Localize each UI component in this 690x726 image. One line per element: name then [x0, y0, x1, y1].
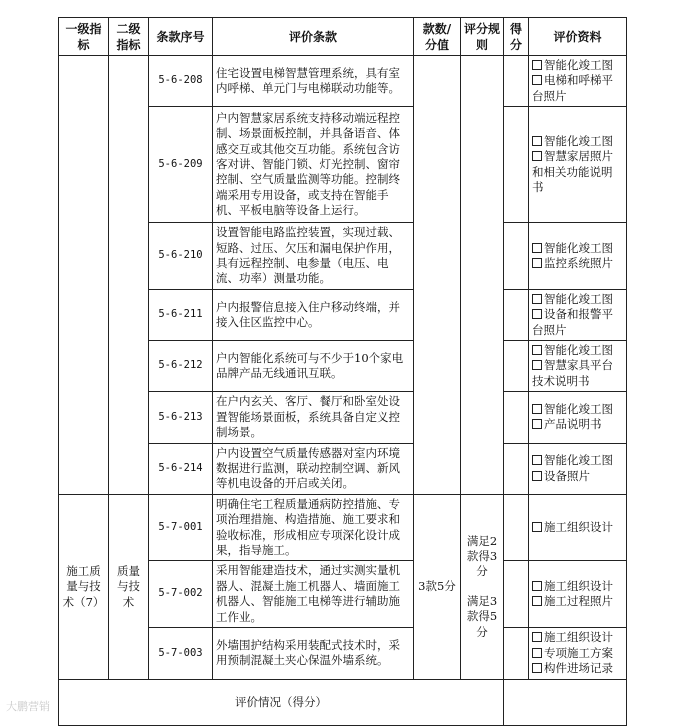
material-label: 施工过程照片 [544, 594, 613, 609]
footer-row [59, 679, 627, 725]
material-item [532, 417, 623, 432]
material-label: 施工组织设计 [544, 519, 613, 534]
material-item [532, 646, 623, 661]
score-cell [504, 223, 529, 290]
checkbox-icon[interactable] [532, 632, 542, 642]
checkbox-icon[interactable] [532, 648, 542, 658]
evaluation-table [58, 17, 627, 726]
material-item [532, 579, 623, 594]
material-label: 智能化竣工图 [544, 401, 613, 416]
checkbox-icon[interactable] [532, 455, 542, 465]
count-cell-empty [414, 56, 461, 495]
material-cell [529, 289, 627, 340]
material-item [532, 73, 623, 104]
l2-cell-empty [109, 56, 149, 495]
clause-text: 明确住宅工程质量通病防控措施、专项治理措施、构造措施、施工要求和验收标准，形成相应专项深化设计成果，指导施工。 [213, 494, 414, 561]
rule-cell-empty [461, 56, 504, 495]
material-label: 产品说明书 [544, 417, 602, 432]
score-cell [504, 56, 529, 107]
material-cell [529, 223, 627, 290]
score-cell [504, 289, 529, 340]
clause-code: 5-7-003 [149, 627, 213, 679]
header-code: 条款序号 [149, 18, 213, 56]
score-cell [504, 107, 529, 223]
score-cell [504, 494, 529, 561]
clause-code: 5-6-208 [149, 56, 213, 107]
material-label: 智能化竣工图 [544, 58, 613, 72]
material-label: 专项施工方案 [544, 645, 613, 660]
checkbox-icon[interactable] [532, 522, 542, 532]
clause-code: 5-6-210 [149, 223, 213, 290]
material-item [532, 292, 623, 307]
material-cell [529, 494, 627, 561]
material-item [532, 594, 623, 609]
material-label: 智能化竣工图 [544, 291, 613, 306]
l1-cell-empty [59, 56, 109, 495]
material-label: 智能化竣工图 [544, 343, 613, 358]
clause-code: 5-6-209 [149, 107, 213, 223]
material-cell [529, 107, 627, 223]
material-item [532, 58, 623, 73]
clause-text: 设置智能电路监控装置，实现过载、短路、过压、欠压和漏电保护作用，具有远程控制、电参量（电压、电流、功率）测量功能。 [213, 223, 414, 290]
checkbox-icon[interactable] [532, 404, 542, 414]
score-cell [504, 341, 529, 392]
clause-text: 住宅设置电梯智慧管理系统，具有室内呼梯、单元门与电梯联动功能等。 [213, 56, 414, 107]
score-cell [504, 392, 529, 443]
material-item [532, 307, 623, 338]
material-cell [529, 561, 627, 628]
header-rule: 评分规则 [461, 18, 504, 56]
material-cell [529, 627, 627, 679]
checkbox-icon[interactable] [532, 294, 542, 304]
checkbox-icon[interactable] [532, 136, 542, 146]
material-cell [529, 56, 627, 107]
material-cell [529, 443, 627, 494]
rule-line-2: 满足3款得5分 [466, 593, 498, 639]
material-label: 智能化竣工图 [544, 240, 613, 255]
checkbox-icon[interactable] [532, 151, 542, 161]
checkbox-icon[interactable] [532, 596, 542, 606]
material-item [532, 520, 623, 535]
table-row [59, 494, 627, 561]
material-label: 监控系统照片 [544, 256, 613, 271]
material-label: 智能化竣工图 [544, 453, 613, 468]
footer-score [504, 679, 627, 725]
material-cell [529, 392, 627, 443]
score-cell [504, 627, 529, 679]
header-count: 款数/分值 [414, 18, 461, 56]
clause-code: 5-6-211 [149, 289, 213, 340]
score-cell [504, 561, 529, 628]
header-clause: 评价条款 [213, 18, 414, 56]
checkbox-icon[interactable] [532, 471, 542, 481]
material-item [532, 402, 623, 417]
checkbox-icon[interactable] [532, 75, 542, 85]
material-label: 施工组织设计 [544, 578, 613, 593]
clause-code: 5-7-001 [149, 494, 213, 561]
clause-code: 5-6-213 [149, 392, 213, 443]
material-label: 智慧家具平台技术说明书 [532, 358, 613, 388]
material-label: 智慧家居照片和相关功能说明书 [532, 149, 613, 195]
checkbox-icon[interactable] [532, 419, 542, 429]
material-item [532, 661, 623, 676]
clause-text: 外墙围护结构采用装配式技术时，采用预制混凝土夹心保温外墙系统。 [213, 627, 414, 679]
checkbox-icon[interactable] [532, 243, 542, 253]
material-item [532, 241, 623, 256]
header-material: 评价资料 [529, 18, 627, 56]
material-item [532, 343, 623, 358]
clause-text: 户内设置空气质量传感器对室内环境数据进行监测，联动控制空调、新风等机电设备的开启或关闭。 [213, 443, 414, 494]
checkbox-icon[interactable] [532, 360, 542, 370]
checkbox-icon[interactable] [532, 663, 542, 673]
material-item [532, 630, 623, 645]
material-label: 施工组织设计 [544, 630, 613, 645]
material-item [532, 149, 623, 195]
clause-code: 5-6-212 [149, 341, 213, 392]
watermark: 大鹏营销 [6, 700, 50, 713]
score-cell [504, 443, 529, 494]
table-row [59, 56, 627, 107]
material-label: 设备照片 [544, 468, 590, 483]
clause-code: 5-7-002 [149, 561, 213, 628]
checkbox-icon[interactable] [532, 581, 542, 591]
header-score: 得分 [504, 18, 529, 56]
material-item [532, 134, 623, 149]
rule-cell [461, 494, 504, 679]
clause-text: 在户内玄关、客厅、餐厅和卧室处设置智能场景面板，系统具备自定义控制场景。 [213, 392, 414, 443]
checkbox-icon[interactable] [532, 258, 542, 268]
clause-text: 户内智慧家居系统支持移动端远程控制、场景面板控制，并具备语音、体感交互或其他交互功能。系统包含访客对讲、智能门锁、灯光控制、窗帘控制、空气质量监测等功能。控制终端采用专用设备，或支持在智能手机、平板电脑等设备上运行。 [213, 107, 414, 223]
l1-cell: 施工质量与技术（7） [59, 494, 109, 679]
footer-label: 评价情况（得分） [59, 679, 504, 725]
material-item [532, 469, 623, 484]
checkbox-icon[interactable] [532, 309, 542, 319]
material-label: 设备和报警平台照片 [532, 307, 613, 337]
clause-text: 采用智能建造技术，通过实测实量机器人、混凝土施工机器人、墙面施工机器人、智能施工电梯等进行辅助施工作业。 [213, 561, 414, 628]
count-cell: 3款5分 [414, 494, 461, 679]
checkbox-icon[interactable] [532, 60, 542, 70]
header-l1: 一级指标 [59, 18, 109, 56]
clause-text: 户内报警信息接入住户移动终端，并接入住区监控中心。 [213, 289, 414, 340]
material-item [532, 256, 623, 271]
clause-code: 5-6-214 [149, 443, 213, 494]
material-item [532, 453, 623, 468]
header-l2: 二级指标 [109, 18, 149, 56]
l2-cell: 质量与技术 [109, 494, 149, 679]
rule-line-1: 满足2款得3分 [466, 533, 498, 579]
material-item [532, 358, 623, 389]
material-cell [529, 341, 627, 392]
material-label: 智能化竣工图 [544, 133, 613, 148]
material-label: 构件进场记录 [544, 661, 613, 676]
clause-text: 户内智能化系统可与不少于10个家电品牌产品无线通讯互联。 [213, 341, 414, 392]
material-label: 电梯和呼梯平台照片 [532, 73, 613, 103]
checkbox-icon[interactable] [532, 345, 542, 355]
